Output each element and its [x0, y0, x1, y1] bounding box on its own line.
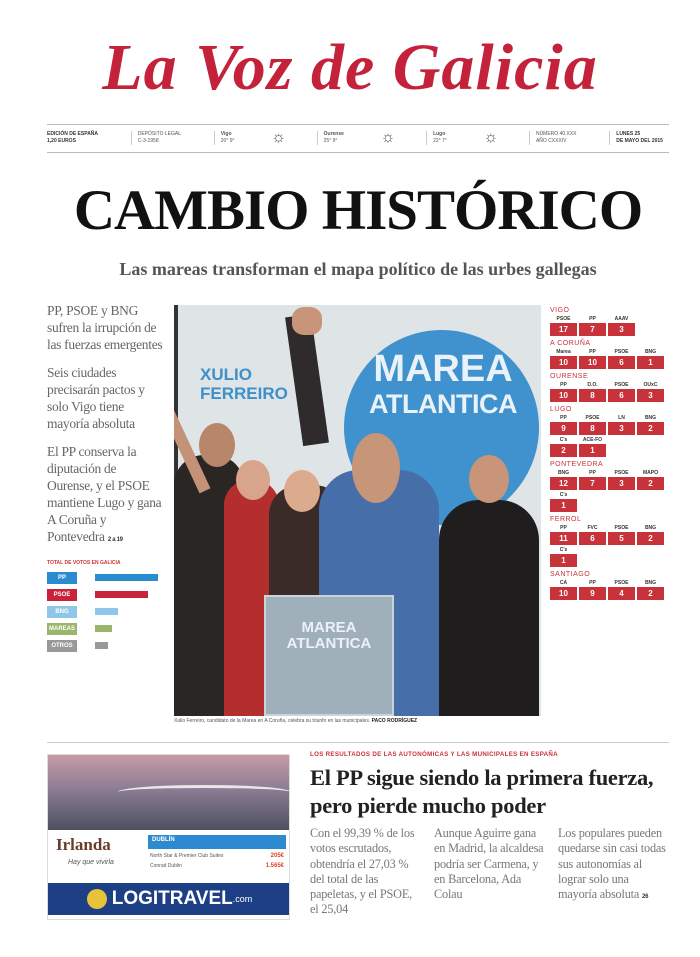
divider [47, 742, 669, 743]
chart-bar [95, 625, 112, 632]
seat-count: 1 [550, 499, 577, 512]
weather-city: Vigo [220, 131, 232, 137]
page-ref: 26 [642, 894, 649, 901]
logo-text: LOGITRAVEL [111, 888, 233, 909]
chart-row [47, 586, 165, 603]
story-text [558, 826, 670, 918]
left-column [47, 302, 165, 654]
party-label: BNG [557, 470, 570, 476]
sign-name: XULIO [200, 365, 252, 384]
seat-count: 8 [579, 422, 606, 435]
city-name: A CORUÑA [550, 340, 591, 347]
seat-row [550, 443, 670, 457]
story-text-body: Los populares pueden quedarse sin casi todas sus autonomías al lograr solo una mayoría absoluta [558, 826, 666, 902]
summary-item: PP, PSOE y BNG sufren la irrupción de las fuerzas emergentes [47, 303, 163, 352]
seat-count: 7 [579, 323, 606, 336]
chart-title: TOTAL DE VOTOS EN GALICIA [47, 560, 121, 566]
seat-count: 1 [579, 444, 606, 457]
party-label: PP [589, 316, 596, 322]
party-label: BNG [644, 415, 657, 421]
ad-price: 205€ [270, 853, 284, 859]
seat-count: 3 [637, 389, 664, 402]
ad-hotel: Conrad Dublin [150, 863, 182, 869]
seat-count: 5 [608, 532, 635, 545]
party-header [550, 347, 670, 355]
party-header [550, 523, 670, 531]
podium [264, 595, 394, 716]
party-header [550, 435, 670, 443]
chart-label: OTROS [47, 640, 77, 652]
seat-count: 6 [608, 356, 635, 369]
seat-row [550, 531, 670, 545]
weather-temp: 25° 9° [323, 138, 338, 144]
party-label: OUxC [643, 382, 658, 388]
podium-text: MAREA [301, 619, 357, 636]
party-header [550, 413, 670, 421]
seat-count: 2 [637, 477, 664, 490]
ad-city: DUBLÍN [148, 835, 286, 849]
party-label: ACE-FO [582, 437, 603, 443]
main-photo[interactable] [174, 305, 541, 716]
party-label: PP [589, 349, 596, 355]
date: DE MAYO DEL 2015 [616, 138, 663, 144]
sun-logo-icon [87, 889, 107, 909]
party-label: PSOE [556, 316, 571, 322]
sun-icon: ☼ [271, 129, 286, 146]
issue-number: NÚMERO 40.XXX [535, 131, 577, 137]
seat-row [550, 498, 670, 512]
party-header [550, 578, 670, 586]
divider [47, 124, 669, 125]
party-label: PSOE [585, 415, 600, 421]
seat-count: 10 [550, 389, 577, 402]
party-label: BNG [644, 525, 657, 531]
summary-item [47, 443, 165, 549]
sign-text: ATLANTICA [369, 389, 517, 419]
party-label: PP [589, 470, 596, 476]
seat-count: 17 [550, 323, 577, 336]
summary-item: Seis ciudades precisarán pactos y solo Vigo tiene mayoría absoluta [47, 365, 145, 431]
seat-count: 7 [579, 477, 606, 490]
caption-text: Xulio Ferreiro, candidato de la Marea en A Coruña, celebra su triunfo en las municipales. [174, 718, 371, 724]
edition: EDICIÓN DE ESPAÑA [47, 131, 99, 137]
price: 1,20 EUROS [47, 138, 76, 144]
issue-year: AÑO CXXXIV [535, 138, 567, 144]
weather-city: Ourense [323, 131, 344, 137]
legal-deposit-code: C-3-1958 [137, 138, 159, 144]
party-label: CA [559, 580, 568, 586]
summary-column [47, 302, 165, 549]
chart-row [47, 637, 165, 654]
sun-icon: ☼ [380, 129, 396, 146]
info-strip [47, 127, 669, 149]
chart-bar [95, 642, 108, 649]
party-label: PSOE [614, 525, 629, 531]
weather-temp: 22° 7° [433, 138, 447, 144]
seat-row [550, 586, 670, 600]
weather-temp: 20° 9° [220, 138, 235, 144]
seat-count: 9 [550, 422, 577, 435]
seat-count: 2 [637, 532, 664, 545]
photo-caption [174, 718, 541, 724]
secondary-story [310, 751, 670, 918]
chart-row [47, 569, 165, 586]
party-label: LN [618, 415, 625, 421]
seat-count: 11 [550, 532, 577, 545]
party-label: PP [560, 525, 567, 531]
masthead-logo: La Voz de Galicia [102, 31, 598, 104]
city-name: OURENSE [550, 373, 589, 380]
chart-bar [95, 591, 148, 598]
party-header [550, 314, 670, 322]
sun-icon: ☼ [483, 129, 499, 146]
ad-brand: Irlanda [56, 835, 111, 854]
chart-label: MAREAS [47, 623, 77, 635]
party-header [550, 545, 670, 553]
seat-count: 1 [550, 554, 577, 567]
party-label: AAAV [614, 316, 629, 322]
sign-text: MAREA [373, 348, 513, 390]
summary-text: El PP conserva la diputación de Ourense, y el PSOE mantiene Lugo y gana A Coruña y Pontevedra [47, 444, 162, 544]
podium-text: ATLANTICA [286, 635, 372, 652]
party-label: BNG [644, 349, 657, 355]
city-name: SANTIAGO [550, 571, 591, 578]
story-columns [310, 826, 670, 918]
chart-label: PSOE [47, 589, 77, 601]
chart-label: BNG [47, 606, 77, 618]
chart-label: PP [47, 572, 77, 584]
chart-bar [95, 574, 158, 581]
seat-count: 3 [608, 323, 635, 336]
ad-tagline: Hay que vivirla [68, 859, 114, 866]
seat-count: 3 [608, 477, 635, 490]
divider [47, 152, 669, 153]
city-name: LUGO [550, 406, 572, 413]
logo-suffix: .com [232, 894, 253, 904]
party-label: PSOE [614, 470, 629, 476]
date: LUNES 25 [616, 131, 641, 137]
seat-count: 6 [608, 389, 635, 402]
party-label: PP [560, 382, 567, 388]
party-header [550, 380, 670, 388]
seat-count: 4 [608, 587, 635, 600]
party-header [550, 490, 670, 498]
votes-chart [47, 560, 165, 654]
seat-count: 10 [579, 356, 606, 369]
seat-row [550, 355, 670, 369]
seat-count: 12 [550, 477, 577, 490]
party-label: PP [560, 415, 567, 421]
chart-bar [95, 608, 118, 615]
seat-count: 10 [550, 587, 577, 600]
main-headline[interactable]: CAMBIO HISTÓRICO [73, 179, 643, 242]
seat-row [550, 388, 670, 402]
party-label: C's [559, 437, 568, 443]
party-label: C's [559, 547, 568, 553]
party-header [550, 468, 670, 476]
seat-count: 2 [637, 587, 664, 600]
chart-row [47, 603, 165, 620]
advertisement[interactable] [47, 754, 290, 920]
story-text: Aunque Aguirre gana en Madrid, la alcaldesa podría ser Carmena, y en Barcelona, Ada Colau [434, 826, 544, 902]
photo-credit: PACO RODRÍGUEZ [371, 718, 418, 724]
seat-count: 2 [637, 422, 664, 435]
ad-price: 1.565€ [265, 863, 284, 869]
party-label: BNG [644, 580, 657, 586]
story-text: Con el 99,39 % de los votos escrutados, obtendría el 27,03 % del total de las papeletas, y el PSOE, el 25,04 [310, 826, 415, 917]
subheadline: Las mareas transforman el mapa político de las urbes gallegas [119, 259, 597, 279]
seat-count: 10 [550, 356, 577, 369]
seat-count: 9 [579, 587, 606, 600]
city-name: VIGO [550, 307, 570, 314]
seat-count: 1 [637, 356, 664, 369]
results-column [550, 303, 670, 600]
party-label: MAPO [643, 470, 658, 476]
city-name: FERROL [550, 516, 582, 523]
sign-name: FERREIRO [200, 384, 288, 403]
party-label: C's [559, 492, 568, 498]
story-headline[interactable]: El PP sigue siendo la primera fuerza, pero pierde mucho poder [310, 765, 654, 818]
party-label: FVC [587, 525, 598, 531]
legal-deposit: DEPÓSITO LEGAL [137, 131, 182, 137]
weather-city: Lugo [433, 131, 446, 137]
logitravel-logo [48, 883, 290, 915]
city-name: PONTEVEDRA [550, 461, 604, 468]
party-label: PSOE [614, 382, 629, 388]
chart-row [47, 620, 165, 637]
seat-count: 8 [579, 389, 606, 402]
seat-count: 3 [608, 422, 635, 435]
story-kicker: LOS RESULTADOS DE LAS AUTONÓMICAS Y LAS MUNICIPALES EN ESPAÑA [310, 751, 558, 758]
seat-row [550, 553, 670, 567]
seat-row [550, 476, 670, 490]
page-ref: 2 a 19 [107, 537, 123, 543]
party-label: Marea [556, 349, 571, 355]
seat-row [550, 322, 670, 336]
party-label: PSOE [614, 580, 629, 586]
party-label: PP [589, 580, 596, 586]
seat-count: 6 [579, 532, 606, 545]
seat-count: 2 [550, 444, 577, 457]
party-label: D.O. [587, 382, 598, 388]
seat-row [550, 421, 670, 435]
party-label: PSOE [614, 349, 629, 355]
ad-hotel: North Star & Premier Club Suites [150, 853, 224, 859]
